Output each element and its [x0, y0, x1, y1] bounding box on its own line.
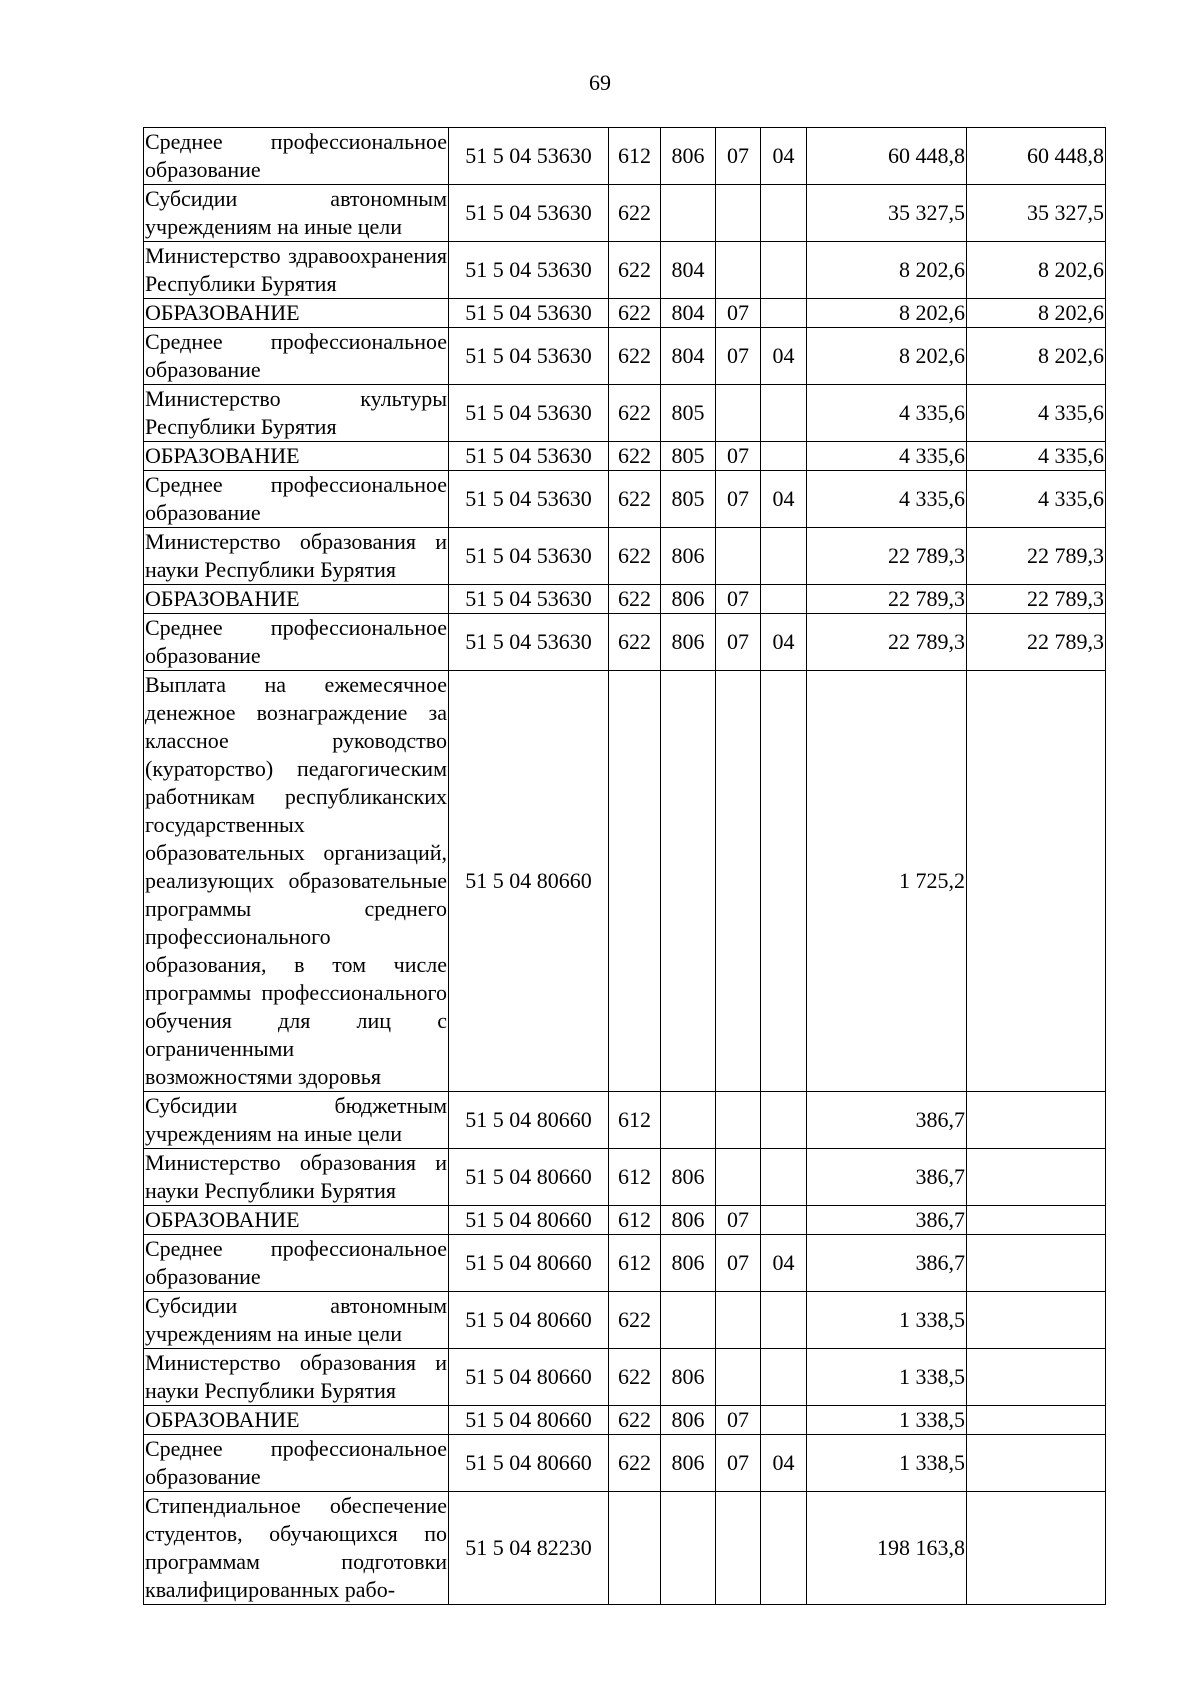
ministry-code-cell: 806	[661, 1349, 716, 1406]
subsection-cell: 04	[761, 1235, 807, 1292]
table-row	[144, 1149, 1106, 1206]
expense-type-cell: 622	[609, 299, 661, 328]
amount-year2-cell	[967, 1492, 1106, 1605]
amount-year1-cell: 60 448,8	[807, 128, 967, 185]
section-cell	[716, 1092, 761, 1149]
page-number: 69	[589, 70, 611, 95]
ministry-code-cell: 806	[661, 528, 716, 585]
amount-year1-cell: 1 338,5	[807, 1406, 967, 1435]
amount-year1-cell: 386,7	[807, 1149, 967, 1206]
section-cell	[716, 671, 761, 1092]
ministry-code-cell: 806	[661, 1149, 716, 1206]
row-name-cell: Среднее профессиональное образование	[144, 328, 449, 385]
row-name-cell: Министерство образования и науки Республики Бурятия	[144, 1349, 449, 1406]
table-row	[144, 1235, 1106, 1292]
target-code-cell: 51 5 04 53630	[449, 585, 609, 614]
table-row	[144, 299, 1106, 328]
amount-year1-cell: 8 202,6	[807, 242, 967, 299]
target-code-cell: 51 5 04 53630	[449, 385, 609, 442]
row-name-cell: ОБРАЗОВАНИЕ	[144, 299, 449, 328]
row-name-cell: Среднее профессиональное образование	[144, 1435, 449, 1492]
row-name-cell: ОБРАЗОВАНИЕ	[144, 1206, 449, 1235]
amount-year2-cell	[967, 1292, 1106, 1349]
section-cell	[716, 1349, 761, 1406]
section-cell: 07	[716, 1406, 761, 1435]
expense-type-cell: 622	[609, 528, 661, 585]
ministry-code-cell: 805	[661, 471, 716, 528]
amount-year1-cell: 8 202,6	[807, 299, 967, 328]
amount-year2-cell	[967, 671, 1106, 1092]
budget-table	[143, 127, 1106, 1605]
ministry-code-cell: 804	[661, 242, 716, 299]
amount-year1-cell: 22 789,3	[807, 614, 967, 671]
section-cell: 07	[716, 442, 761, 471]
subsection-cell: 04	[761, 328, 807, 385]
table-row	[144, 1092, 1106, 1149]
table-row	[144, 585, 1106, 614]
amount-year2-cell: 4 335,6	[967, 442, 1106, 471]
row-name-cell: Среднее профессиональное образование	[144, 614, 449, 671]
section-cell: 07	[716, 128, 761, 185]
expense-type-cell: 622	[609, 614, 661, 671]
section-cell	[716, 528, 761, 585]
amount-year1-cell: 4 335,6	[807, 471, 967, 528]
section-cell	[716, 1149, 761, 1206]
subsection-cell	[761, 242, 807, 299]
subsection-cell: 04	[761, 1435, 807, 1492]
table-row	[144, 328, 1106, 385]
target-code-cell: 51 5 04 53630	[449, 242, 609, 299]
expense-type-cell: 612	[609, 1206, 661, 1235]
amount-year1-cell: 4 335,6	[807, 385, 967, 442]
target-code-cell: 51 5 04 53630	[449, 128, 609, 185]
subsection-cell	[761, 1092, 807, 1149]
amount-year2-cell	[967, 1149, 1106, 1206]
section-cell: 07	[716, 299, 761, 328]
amount-year1-cell: 4 335,6	[807, 442, 967, 471]
target-code-cell: 51 5 04 80660	[449, 1406, 609, 1435]
section-cell	[716, 185, 761, 242]
table-row	[144, 1492, 1106, 1605]
row-name-cell: Субсидии автономным учреждениям на иные цели	[144, 185, 449, 242]
amount-year1-cell: 35 327,5	[807, 185, 967, 242]
table-row	[144, 1406, 1106, 1435]
row-name-cell: Министерство образования и науки Республики Бурятия	[144, 528, 449, 585]
section-cell: 07	[716, 1435, 761, 1492]
subsection-cell	[761, 1349, 807, 1406]
section-cell: 07	[716, 1206, 761, 1235]
section-cell: 07	[716, 614, 761, 671]
ministry-code-cell: 806	[661, 1406, 716, 1435]
expense-type-cell: 622	[609, 442, 661, 471]
row-name-cell: Выплата на ежемесячное денежное вознаграждение за классное руководство (кураторство) педагогическим работникам республиканских государственных образовательных организаций, реализующих образовательные программы среднего профессионального образования, в том числе программы профессионального обучения для лиц с ограниченными возможностями здоровья	[144, 671, 449, 1092]
amount-year2-cell: 4 335,6	[967, 471, 1106, 528]
table-body	[144, 128, 1106, 1605]
expense-type-cell: 622	[609, 1435, 661, 1492]
table-row	[144, 1206, 1106, 1235]
expense-type-cell: 622	[609, 471, 661, 528]
row-name-cell: Субсидии бюджетным учреждениям на иные цели	[144, 1092, 449, 1149]
amount-year2-cell: 22 789,3	[967, 614, 1106, 671]
ministry-code-cell: 806	[661, 585, 716, 614]
subsection-cell	[761, 585, 807, 614]
amount-year2-cell: 8 202,6	[967, 299, 1106, 328]
expense-type-cell: 622	[609, 185, 661, 242]
ministry-code-cell	[661, 185, 716, 242]
ministry-code-cell	[661, 671, 716, 1092]
subsection-cell	[761, 528, 807, 585]
section-cell: 07	[716, 471, 761, 528]
row-name-cell: Субсидии автономным учреждениям на иные цели	[144, 1292, 449, 1349]
amount-year1-cell: 22 789,3	[807, 528, 967, 585]
amount-year2-cell: 22 789,3	[967, 585, 1106, 614]
target-code-cell: 51 5 04 53630	[449, 471, 609, 528]
amount-year2-cell: 35 327,5	[967, 185, 1106, 242]
target-code-cell: 51 5 04 80660	[449, 671, 609, 1092]
subsection-cell	[761, 1292, 807, 1349]
amount-year2-cell	[967, 1235, 1106, 1292]
subsection-cell	[761, 671, 807, 1092]
table-row	[144, 471, 1106, 528]
row-name-cell: Среднее профессиональное образование	[144, 471, 449, 528]
amount-year2-cell: 60 448,8	[967, 128, 1106, 185]
table-row	[144, 1349, 1106, 1406]
amount-year1-cell: 1 338,5	[807, 1292, 967, 1349]
amount-year1-cell: 1 338,5	[807, 1435, 967, 1492]
ministry-code-cell: 805	[661, 385, 716, 442]
expense-type-cell: 622	[609, 585, 661, 614]
table-row	[144, 242, 1106, 299]
section-cell	[716, 1292, 761, 1349]
expense-type-cell: 612	[609, 1235, 661, 1292]
amount-year2-cell: 8 202,6	[967, 242, 1106, 299]
row-name-cell: Министерство здравоохранения Республики Бурятия	[144, 242, 449, 299]
amount-year2-cell: 8 202,6	[967, 328, 1106, 385]
expense-type-cell: 622	[609, 1292, 661, 1349]
amount-year1-cell: 198 163,8	[807, 1492, 967, 1605]
subsection-cell	[761, 1492, 807, 1605]
table-row	[144, 128, 1106, 185]
row-name-cell: Министерство культуры Республики Бурятия	[144, 385, 449, 442]
amount-year2-cell	[967, 1206, 1106, 1235]
expense-type-cell: 622	[609, 1406, 661, 1435]
table-row	[144, 185, 1106, 242]
row-name-cell: Стипендиальное обеспечение студентов, обучающихся по программам подготовки квалифицированных рабо-	[144, 1492, 449, 1605]
target-code-cell: 51 5 04 80660	[449, 1292, 609, 1349]
table-row	[144, 614, 1106, 671]
expense-type-cell: 622	[609, 328, 661, 385]
expense-type-cell: 622	[609, 385, 661, 442]
subsection-cell	[761, 1406, 807, 1435]
section-cell: 07	[716, 1235, 761, 1292]
amount-year2-cell	[967, 1435, 1106, 1492]
section-cell: 07	[716, 585, 761, 614]
target-code-cell: 51 5 04 80660	[449, 1235, 609, 1292]
expense-type-cell: 622	[609, 1349, 661, 1406]
ministry-code-cell: 804	[661, 299, 716, 328]
target-code-cell: 51 5 04 53630	[449, 442, 609, 471]
expense-type-cell	[609, 1492, 661, 1605]
target-code-cell: 51 5 04 53630	[449, 299, 609, 328]
subsection-cell: 04	[761, 128, 807, 185]
amount-year2-cell: 22 789,3	[967, 528, 1106, 585]
target-code-cell: 51 5 04 53630	[449, 328, 609, 385]
ministry-code-cell: 806	[661, 1206, 716, 1235]
ministry-code-cell: 806	[661, 1235, 716, 1292]
target-code-cell: 51 5 04 80660	[449, 1349, 609, 1406]
ministry-code-cell: 805	[661, 442, 716, 471]
ministry-code-cell: 806	[661, 614, 716, 671]
amount-year1-cell: 22 789,3	[807, 585, 967, 614]
amount-year2-cell	[967, 1406, 1106, 1435]
expense-type-cell: 622	[609, 242, 661, 299]
amount-year1-cell: 1 338,5	[807, 1349, 967, 1406]
ministry-code-cell	[661, 1092, 716, 1149]
expense-type-cell	[609, 671, 661, 1092]
expense-type-cell: 612	[609, 1149, 661, 1206]
table-row	[144, 1435, 1106, 1492]
section-cell	[716, 242, 761, 299]
row-name-cell: Среднее профессиональное образование	[144, 128, 449, 185]
target-code-cell: 51 5 04 53630	[449, 185, 609, 242]
row-name-cell: Среднее профессиональное образование	[144, 1235, 449, 1292]
target-code-cell: 51 5 04 80660	[449, 1092, 609, 1149]
target-code-cell: 51 5 04 53630	[449, 528, 609, 585]
table-row	[144, 442, 1106, 471]
target-code-cell: 51 5 04 80660	[449, 1206, 609, 1235]
section-cell	[716, 1492, 761, 1605]
expense-type-cell: 612	[609, 128, 661, 185]
table-row	[144, 385, 1106, 442]
table-row	[144, 528, 1106, 585]
ministry-code-cell	[661, 1292, 716, 1349]
row-name-cell: Министерство образования и науки Республики Бурятия	[144, 1149, 449, 1206]
table-row	[144, 1292, 1106, 1349]
target-code-cell: 51 5 04 82230	[449, 1492, 609, 1605]
subsection-cell	[761, 299, 807, 328]
subsection-cell	[761, 1206, 807, 1235]
target-code-cell: 51 5 04 80660	[449, 1149, 609, 1206]
amount-year1-cell: 1 725,2	[807, 671, 967, 1092]
expense-type-cell: 612	[609, 1092, 661, 1149]
amount-year1-cell: 386,7	[807, 1092, 967, 1149]
subsection-cell	[761, 185, 807, 242]
subsection-cell: 04	[761, 614, 807, 671]
amount-year2-cell	[967, 1349, 1106, 1406]
amount-year1-cell: 8 202,6	[807, 328, 967, 385]
table-row	[144, 671, 1106, 1092]
ministry-code-cell	[661, 1492, 716, 1605]
ministry-code-cell: 806	[661, 128, 716, 185]
subsection-cell	[761, 385, 807, 442]
target-code-cell: 51 5 04 80660	[449, 1435, 609, 1492]
section-cell: 07	[716, 328, 761, 385]
row-name-cell: ОБРАЗОВАНИЕ	[144, 442, 449, 471]
amount-year1-cell: 386,7	[807, 1206, 967, 1235]
subsection-cell: 04	[761, 471, 807, 528]
amount-year2-cell: 4 335,6	[967, 385, 1106, 442]
row-name-cell: ОБРАЗОВАНИЕ	[144, 1406, 449, 1435]
section-cell	[716, 385, 761, 442]
amount-year1-cell: 386,7	[807, 1235, 967, 1292]
ministry-code-cell: 806	[661, 1435, 716, 1492]
row-name-cell: ОБРАЗОВАНИЕ	[144, 585, 449, 614]
amount-year2-cell	[967, 1092, 1106, 1149]
subsection-cell	[761, 442, 807, 471]
target-code-cell: 51 5 04 53630	[449, 614, 609, 671]
ministry-code-cell: 804	[661, 328, 716, 385]
subsection-cell	[761, 1149, 807, 1206]
